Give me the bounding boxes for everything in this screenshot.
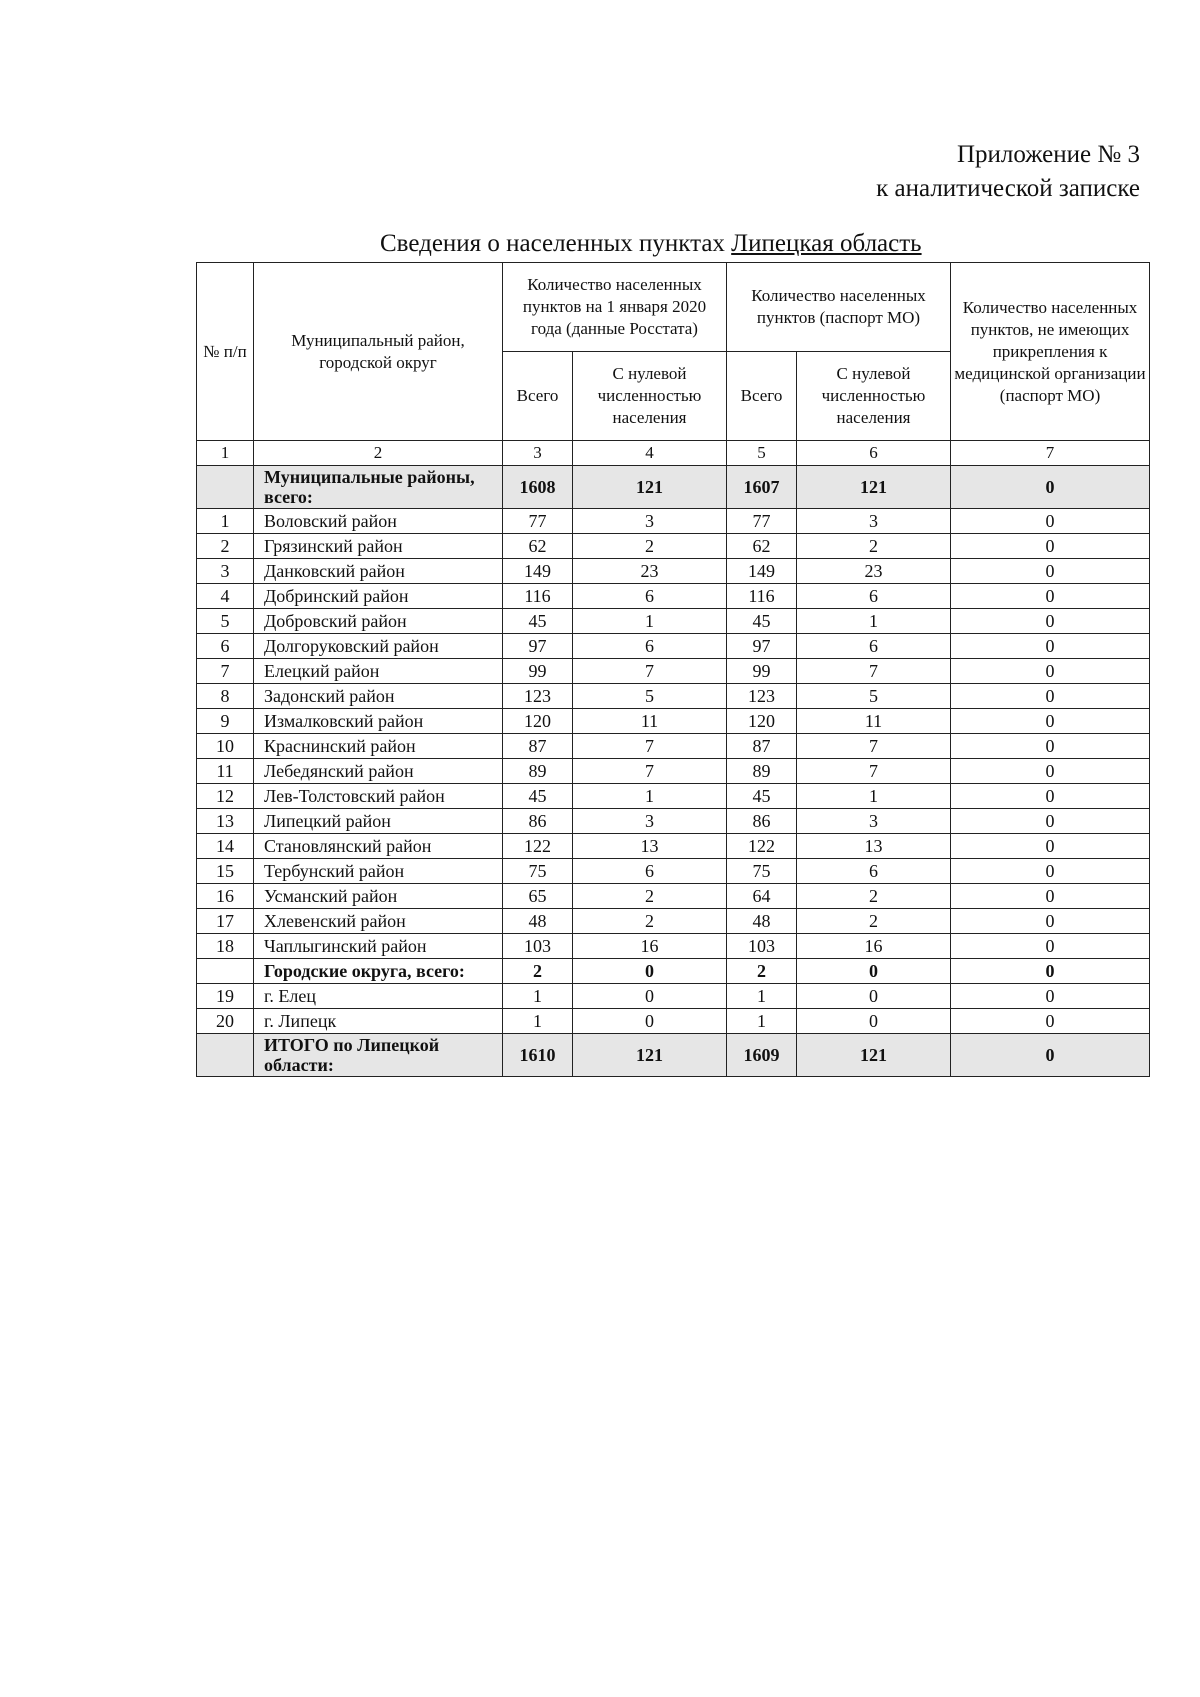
row-value: 121 bbox=[573, 466, 727, 509]
row-value: 1609 bbox=[727, 1034, 797, 1077]
row-name: ИТОГО по Липецкой области: bbox=[254, 1034, 503, 1077]
row-value: 3 bbox=[573, 509, 727, 534]
row-value: 1 bbox=[727, 1009, 797, 1034]
row-value: 6 bbox=[797, 859, 951, 884]
row-value: 0 bbox=[951, 466, 1150, 509]
row-name: Задонский район bbox=[254, 684, 503, 709]
row-value: 48 bbox=[727, 909, 797, 934]
row-num: 9 bbox=[197, 709, 254, 734]
row-name: Становлянский район bbox=[254, 834, 503, 859]
row-value: 121 bbox=[797, 466, 951, 509]
row-value: 0 bbox=[797, 959, 951, 984]
row-value: 6 bbox=[797, 634, 951, 659]
row-value: 0 bbox=[951, 984, 1150, 1009]
row-value: 45 bbox=[727, 784, 797, 809]
row-value: 77 bbox=[727, 509, 797, 534]
row-value: 0 bbox=[797, 1009, 951, 1034]
row-num: 20 bbox=[197, 1009, 254, 1034]
row-num: 3 bbox=[197, 559, 254, 584]
row-value: 149 bbox=[727, 559, 797, 584]
row-num bbox=[197, 1034, 254, 1077]
row-num: 16 bbox=[197, 884, 254, 909]
row-num: 5 bbox=[197, 609, 254, 634]
row-value: 0 bbox=[951, 959, 1150, 984]
row-value: 2 bbox=[727, 959, 797, 984]
row-value: 6 bbox=[573, 859, 727, 884]
row-name: Лебедянский район bbox=[254, 759, 503, 784]
row-value: 0 bbox=[951, 709, 1150, 734]
col-number: 7 bbox=[951, 441, 1150, 466]
row-value: 6 bbox=[573, 634, 727, 659]
row-num: 7 bbox=[197, 659, 254, 684]
row-value: 16 bbox=[797, 934, 951, 959]
row-name: Краснинский район bbox=[254, 734, 503, 759]
row-value: 2 bbox=[573, 884, 727, 909]
municipal-total-row bbox=[197, 466, 1150, 509]
row-num: 15 bbox=[197, 859, 254, 884]
row-value: 0 bbox=[951, 634, 1150, 659]
row-value: 1 bbox=[503, 1009, 573, 1034]
row-value: 48 bbox=[503, 909, 573, 934]
row-value: 62 bbox=[503, 534, 573, 559]
col-number: 6 bbox=[797, 441, 951, 466]
row-name: Долгоруковский район bbox=[254, 634, 503, 659]
row-value: 0 bbox=[573, 1009, 727, 1034]
table-row bbox=[197, 909, 1150, 934]
row-value: 77 bbox=[503, 509, 573, 534]
row-num bbox=[197, 959, 254, 984]
row-value: 122 bbox=[503, 834, 573, 859]
row-value: 1610 bbox=[503, 1034, 573, 1077]
row-name: Муниципальные районы, всего: bbox=[254, 466, 503, 509]
table-row bbox=[197, 709, 1150, 734]
row-value: 64 bbox=[727, 884, 797, 909]
row-value: 97 bbox=[503, 634, 573, 659]
table-row bbox=[197, 784, 1150, 809]
table-row bbox=[197, 1009, 1150, 1034]
row-value: 11 bbox=[797, 709, 951, 734]
row-value: 120 bbox=[503, 709, 573, 734]
row-value: 7 bbox=[797, 759, 951, 784]
header-district: Муниципальный район, городской округ bbox=[254, 263, 503, 441]
row-value: 99 bbox=[727, 659, 797, 684]
row-num: 19 bbox=[197, 984, 254, 1009]
row-value: 7 bbox=[797, 734, 951, 759]
row-value: 11 bbox=[573, 709, 727, 734]
col-number: 3 bbox=[503, 441, 573, 466]
table-row bbox=[197, 734, 1150, 759]
header-rosstat: Количество населенных пунктов на 1 января 2020 года (данные Росстата) bbox=[503, 263, 727, 352]
row-value: 23 bbox=[797, 559, 951, 584]
title-text: Сведения о населенных пунктах bbox=[380, 230, 725, 257]
row-name: г. Елец bbox=[254, 984, 503, 1009]
row-value: 2 bbox=[797, 909, 951, 934]
header-num: № п/п bbox=[197, 263, 254, 441]
row-name: Грязинский район bbox=[254, 534, 503, 559]
row-value: 121 bbox=[573, 1034, 727, 1077]
row-value: 62 bbox=[727, 534, 797, 559]
row-value: 1 bbox=[503, 984, 573, 1009]
row-num: 17 bbox=[197, 909, 254, 934]
row-value: 120 bbox=[727, 709, 797, 734]
table-row bbox=[197, 834, 1150, 859]
row-name: Хлевенский район bbox=[254, 909, 503, 934]
row-value: 45 bbox=[503, 609, 573, 634]
row-value: 2 bbox=[573, 909, 727, 934]
table-row bbox=[197, 634, 1150, 659]
header-passport: Количество населенных пунктов (паспорт МО) bbox=[727, 263, 951, 352]
row-value: 0 bbox=[951, 534, 1150, 559]
row-value: 0 bbox=[951, 934, 1150, 959]
row-value: 0 bbox=[951, 909, 1150, 934]
row-value: 122 bbox=[727, 834, 797, 859]
table-body bbox=[197, 466, 1150, 1077]
row-num: 6 bbox=[197, 634, 254, 659]
row-value: 86 bbox=[727, 809, 797, 834]
row-value: 3 bbox=[797, 509, 951, 534]
row-value: 0 bbox=[797, 984, 951, 1009]
row-value: 13 bbox=[573, 834, 727, 859]
row-value: 2 bbox=[797, 534, 951, 559]
row-name: Липецкий район bbox=[254, 809, 503, 834]
row-value: 116 bbox=[727, 584, 797, 609]
table-row bbox=[197, 859, 1150, 884]
appendix-line-2: к аналитической записке bbox=[876, 175, 1140, 202]
row-num: 2 bbox=[197, 534, 254, 559]
row-value: 1607 bbox=[727, 466, 797, 509]
row-value: 86 bbox=[503, 809, 573, 834]
row-value: 99 bbox=[503, 659, 573, 684]
row-name: г. Липецк bbox=[254, 1009, 503, 1034]
row-value: 0 bbox=[951, 684, 1150, 709]
row-name: Елецкий район bbox=[254, 659, 503, 684]
row-value: 0 bbox=[951, 734, 1150, 759]
row-value: 7 bbox=[573, 759, 727, 784]
grand-total-row bbox=[197, 1034, 1150, 1077]
row-num: 4 bbox=[197, 584, 254, 609]
row-value: 1 bbox=[797, 784, 951, 809]
row-num: 13 bbox=[197, 809, 254, 834]
row-value: 0 bbox=[951, 884, 1150, 909]
row-value: 0 bbox=[951, 659, 1150, 684]
row-value: 45 bbox=[727, 609, 797, 634]
row-value: 123 bbox=[503, 684, 573, 709]
row-value: 0 bbox=[951, 759, 1150, 784]
row-num: 8 bbox=[197, 684, 254, 709]
row-value: 6 bbox=[573, 584, 727, 609]
row-num: 14 bbox=[197, 834, 254, 859]
row-value: 0 bbox=[951, 584, 1150, 609]
row-value: 121 bbox=[797, 1034, 951, 1077]
table-row bbox=[197, 584, 1150, 609]
row-value: 7 bbox=[573, 659, 727, 684]
row-value: 2 bbox=[797, 884, 951, 909]
row-value: 6 bbox=[797, 584, 951, 609]
urban-total-row bbox=[197, 959, 1150, 984]
row-name: Чаплыгинский район bbox=[254, 934, 503, 959]
row-value: 16 bbox=[573, 934, 727, 959]
row-value: 149 bbox=[503, 559, 573, 584]
appendix-line-1: Приложение № 3 bbox=[956, 141, 1140, 168]
row-value: 103 bbox=[503, 934, 573, 959]
row-name: Данковский район bbox=[254, 559, 503, 584]
row-value: 1608 bbox=[503, 466, 573, 509]
row-value: 75 bbox=[503, 859, 573, 884]
col-number: 1 bbox=[197, 441, 254, 466]
col-number: 2 bbox=[254, 441, 503, 466]
row-value: 0 bbox=[573, 959, 727, 984]
row-value: 0 bbox=[951, 609, 1150, 634]
row-value: 7 bbox=[797, 659, 951, 684]
row-value: 1 bbox=[573, 609, 727, 634]
appendix-note bbox=[876, 138, 1140, 206]
row-value: 0 bbox=[951, 859, 1150, 884]
row-value: 1 bbox=[727, 984, 797, 1009]
row-value: 87 bbox=[503, 734, 573, 759]
row-value: 2 bbox=[573, 534, 727, 559]
table-row bbox=[197, 884, 1150, 909]
row-value: 23 bbox=[573, 559, 727, 584]
document-title bbox=[380, 230, 922, 258]
row-value: 103 bbox=[727, 934, 797, 959]
table-row bbox=[197, 659, 1150, 684]
row-value: 0 bbox=[573, 984, 727, 1009]
table-row bbox=[197, 559, 1150, 584]
row-name: Измалковский район bbox=[254, 709, 503, 734]
table-row bbox=[197, 759, 1150, 784]
row-value: 5 bbox=[797, 684, 951, 709]
row-value: 0 bbox=[951, 559, 1150, 584]
table-row bbox=[197, 609, 1150, 634]
header-passport-zero: С нулевой численностью населения bbox=[797, 352, 951, 441]
table-row bbox=[197, 509, 1150, 534]
title-region: Липецкая область bbox=[731, 230, 922, 257]
row-value: 0 bbox=[951, 509, 1150, 534]
row-num bbox=[197, 466, 254, 509]
row-name: Воловский район bbox=[254, 509, 503, 534]
row-value: 7 bbox=[573, 734, 727, 759]
row-value: 3 bbox=[573, 809, 727, 834]
row-value: 97 bbox=[727, 634, 797, 659]
col-number: 4 bbox=[573, 441, 727, 466]
row-value: 0 bbox=[951, 1009, 1150, 1034]
row-value: 5 bbox=[573, 684, 727, 709]
row-value: 65 bbox=[503, 884, 573, 909]
row-name: Городские округа, всего: bbox=[254, 959, 503, 984]
settlements-table bbox=[196, 262, 1150, 1077]
row-value: 1 bbox=[573, 784, 727, 809]
table-row bbox=[197, 934, 1150, 959]
header-passport-total: Всего bbox=[727, 352, 797, 441]
row-name: Добринский район bbox=[254, 584, 503, 609]
row-value: 87 bbox=[727, 734, 797, 759]
row-value: 123 bbox=[727, 684, 797, 709]
col-number: 5 bbox=[727, 441, 797, 466]
row-value: 75 bbox=[727, 859, 797, 884]
row-value: 0 bbox=[951, 809, 1150, 834]
row-value: 0 bbox=[951, 1034, 1150, 1077]
header-rosstat-total: Всего bbox=[503, 352, 573, 441]
row-name: Тербунский район bbox=[254, 859, 503, 884]
row-value: 89 bbox=[503, 759, 573, 784]
row-value: 2 bbox=[503, 959, 573, 984]
row-value: 45 bbox=[503, 784, 573, 809]
table-row bbox=[197, 534, 1150, 559]
column-number-row bbox=[197, 441, 1150, 466]
header-no-attachment: Количество населенных пунктов, не имеющих прикрепления к медицинской организации (паспорт МО) bbox=[951, 263, 1150, 441]
row-value: 116 bbox=[503, 584, 573, 609]
row-num: 10 bbox=[197, 734, 254, 759]
row-num: 12 bbox=[197, 784, 254, 809]
header-rosstat-zero: С нулевой численностью населения bbox=[573, 352, 727, 441]
table-row bbox=[197, 684, 1150, 709]
table-row bbox=[197, 984, 1150, 1009]
row-num: 11 bbox=[197, 759, 254, 784]
row-value: 89 bbox=[727, 759, 797, 784]
table-row bbox=[197, 809, 1150, 834]
row-value: 13 bbox=[797, 834, 951, 859]
row-value: 0 bbox=[951, 784, 1150, 809]
row-value: 3 bbox=[797, 809, 951, 834]
row-value: 0 bbox=[951, 834, 1150, 859]
row-name: Добровский район bbox=[254, 609, 503, 634]
row-num: 18 bbox=[197, 934, 254, 959]
row-name: Лев-Толстовский район bbox=[254, 784, 503, 809]
row-name: Усманский район bbox=[254, 884, 503, 909]
row-num: 1 bbox=[197, 509, 254, 534]
row-value: 1 bbox=[797, 609, 951, 634]
